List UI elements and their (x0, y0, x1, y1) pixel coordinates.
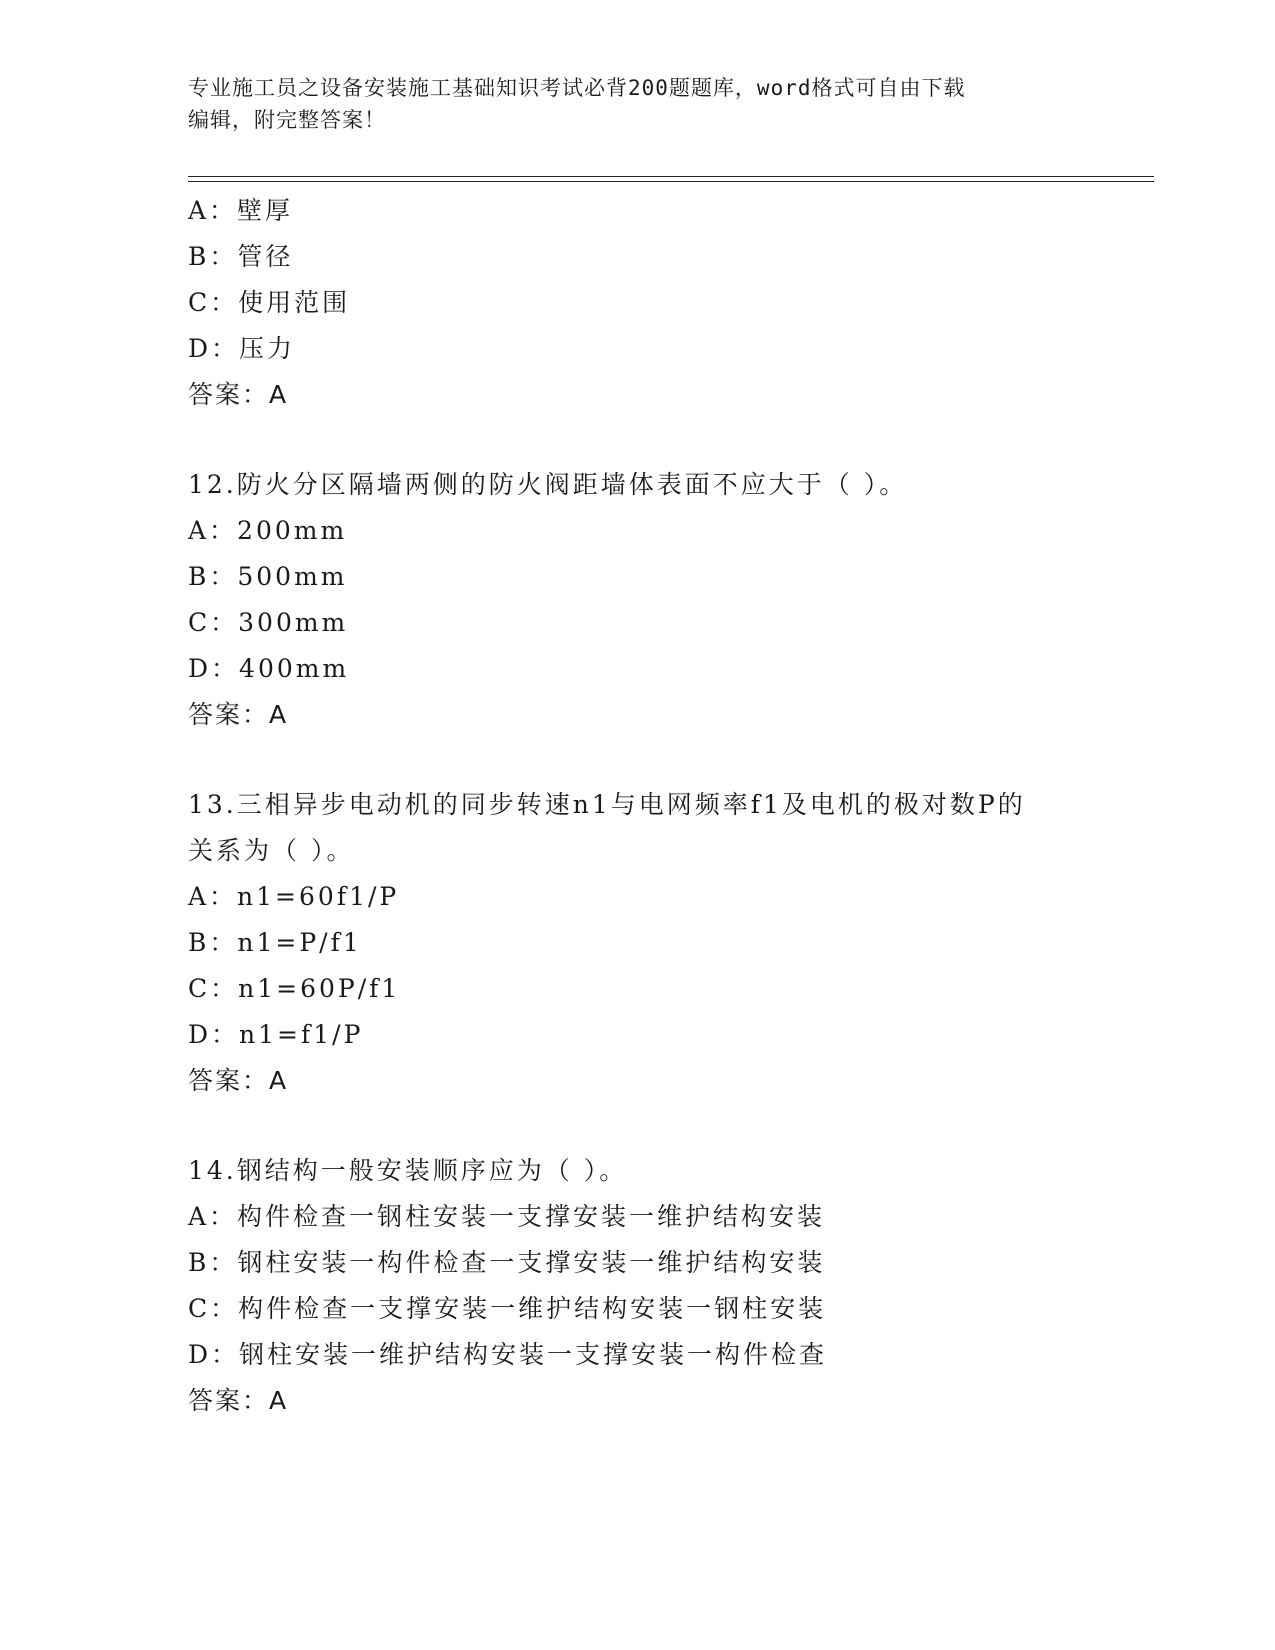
answer-line: 答案：A (188, 380, 289, 409)
option-d: D：压力 (188, 334, 296, 363)
question-list (188, 188, 1088, 1424)
option-b: B：500mm (188, 562, 348, 591)
header-line-1: 专业施工员之设备安装施工基础知识考试必背200题题库，word格式可自由下载 (188, 76, 966, 100)
option-c: C：使用范围 (188, 288, 351, 317)
option-b: B：钢柱安装一构件检查一支撑安装一维护结构安装 (188, 1248, 826, 1277)
question-text: 14.钢结构一般安装顺序应为（ ）。 (188, 1156, 628, 1185)
question-text-line-2: 关系为（ ）。 (188, 836, 355, 865)
header-line-2: 编辑，附完整答案！ (188, 108, 386, 132)
spacer (188, 418, 1088, 462)
spacer (188, 1104, 1088, 1148)
answer-line: 答案：A (188, 1066, 289, 1095)
option-b: B：n1=P/f1 (188, 928, 362, 957)
question-13 (188, 782, 1088, 1104)
question-11 (188, 188, 1088, 418)
question-text-line-1: 13.三相异步电动机的同步转速n1与电网频率f1及电机的极对数P的 (188, 790, 1026, 819)
option-c: C：n1=60P/f1 (188, 974, 401, 1003)
answer-line: 答案：A (188, 700, 289, 729)
option-b: B：管径 (188, 242, 294, 271)
option-a: A：200mm (188, 516, 348, 545)
option-d: D：钢柱安装一维护结构安装一支撑安装一构件检查 (188, 1340, 828, 1369)
answer-line: 答案：A (188, 1386, 289, 1415)
option-c: C：300mm (188, 608, 349, 637)
question-14 (188, 1148, 1088, 1424)
question-text: 12.防火分区隔墙两侧的防火阀距墙体表面不应大于（ ）。 (188, 470, 908, 499)
option-d: D：n1=f1/P (188, 1020, 364, 1049)
document-header (188, 72, 1068, 136)
option-a: A：构件检查一钢柱安装一支撑安装一维护结构安装 (188, 1202, 826, 1231)
header-divider-bottom (188, 181, 1154, 182)
option-c: C：构件检查一支撑安装一维护结构安装一钢柱安装 (188, 1294, 827, 1323)
option-a: A：n1=60f1/P (188, 882, 400, 911)
spacer (188, 738, 1088, 782)
question-12 (188, 462, 1088, 738)
option-d: D：400mm (188, 654, 350, 683)
option-a: A：壁厚 (188, 196, 294, 225)
header-divider-top (188, 176, 1154, 177)
